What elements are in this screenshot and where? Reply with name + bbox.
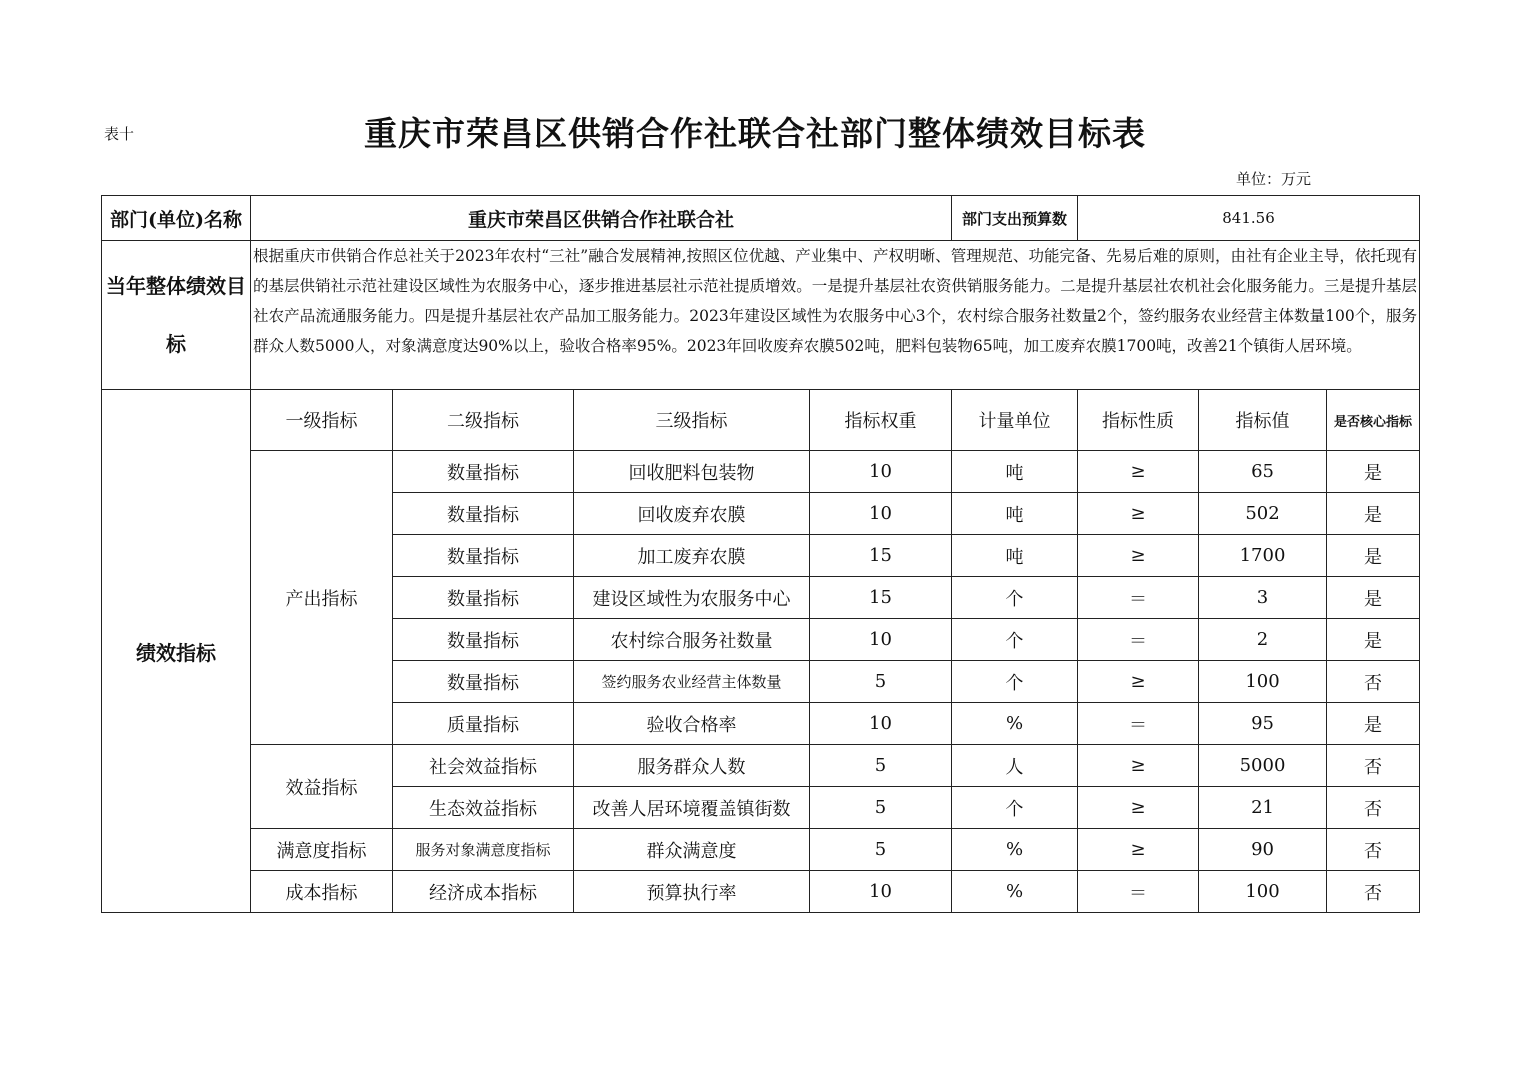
unit-cell: 个 xyxy=(952,619,1078,661)
budget-value: 841.56 xyxy=(1078,196,1420,241)
value-cell: 90 xyxy=(1199,829,1327,871)
unit-cell: 吨 xyxy=(952,493,1078,535)
indicator-row xyxy=(102,451,1420,493)
core-cell: 是 xyxy=(1327,703,1420,745)
nature-cell: ＝ xyxy=(1078,577,1199,619)
level2-cell: 数量指标 xyxy=(393,535,574,577)
value-cell: 95 xyxy=(1199,703,1327,745)
unit-cell: 个 xyxy=(952,577,1078,619)
value-cell: 100 xyxy=(1199,871,1327,913)
dept-row xyxy=(102,196,1420,241)
nature-cell: ≥ xyxy=(1078,787,1199,829)
level3-cell: 加工废弃农膜 xyxy=(574,535,810,577)
level2-cell: 质量指标 xyxy=(393,703,574,745)
nature-cell: ＝ xyxy=(1078,703,1199,745)
weight-cell: 15 xyxy=(810,577,952,619)
header-core: 是否核心指标 xyxy=(1327,390,1420,451)
level2-cell: 数量指标 xyxy=(393,619,574,661)
header-weight: 指标权重 xyxy=(810,390,952,451)
header-unit: 计量单位 xyxy=(952,390,1078,451)
weight-cell: 10 xyxy=(810,451,952,493)
weight-cell: 10 xyxy=(810,871,952,913)
indicator-header-row xyxy=(102,390,1420,451)
level2-cell: 数量指标 xyxy=(393,577,574,619)
dept-name-value: 重庆市荣昌区供销合作社联合社 xyxy=(251,196,952,241)
value-cell: 5000 xyxy=(1199,745,1327,787)
level3-cell: 回收废弃农膜 xyxy=(574,493,810,535)
page-title: 重庆市荣昌区供销合作社联合社部门整体绩效目标表 xyxy=(364,114,1146,153)
unit-cell: 吨 xyxy=(952,451,1078,493)
indicator-row xyxy=(102,829,1420,871)
level2-cell: 经济成本指标 xyxy=(393,871,574,913)
nature-cell: ≥ xyxy=(1078,535,1199,577)
level3-cell: 改善人居环境覆盖镇街数 xyxy=(574,787,810,829)
weight-cell: 10 xyxy=(810,703,952,745)
header-nature: 指标性质 xyxy=(1078,390,1199,451)
nature-cell: ≥ xyxy=(1078,493,1199,535)
unit-cell: % xyxy=(952,871,1078,913)
unit-cell: % xyxy=(952,829,1078,871)
value-cell: 502 xyxy=(1199,493,1327,535)
header-level1: 一级指标 xyxy=(251,390,393,451)
weight-cell: 5 xyxy=(810,661,952,703)
nature-cell: ≥ xyxy=(1078,451,1199,493)
weight-cell: 15 xyxy=(810,535,952,577)
level3-cell: 群众满意度 xyxy=(574,829,810,871)
goal-row xyxy=(102,241,1420,390)
unit-cell: 个 xyxy=(952,661,1078,703)
value-cell: 65 xyxy=(1199,451,1327,493)
value-cell: 21 xyxy=(1199,787,1327,829)
budget-label: 部门支出预算数 xyxy=(952,196,1078,241)
header-value: 指标值 xyxy=(1199,390,1327,451)
nature-cell: ≥ xyxy=(1078,661,1199,703)
indicator-row xyxy=(102,745,1420,787)
weight-cell: 10 xyxy=(810,493,952,535)
core-cell: 否 xyxy=(1327,745,1420,787)
indicators-section-label: 绩效指标 xyxy=(102,390,251,913)
goal-label: 当年整体绩效目标 xyxy=(102,241,251,390)
level1-cell: 满意度指标 xyxy=(251,829,393,871)
table-label: 表十 xyxy=(104,125,135,143)
value-cell: 1700 xyxy=(1199,535,1327,577)
core-cell: 否 xyxy=(1327,829,1420,871)
core-cell: 否 xyxy=(1327,871,1420,913)
level1-cell: 效益指标 xyxy=(251,745,393,829)
performance-target-table xyxy=(101,195,1420,913)
nature-cell: ＝ xyxy=(1078,619,1199,661)
weight-cell: 5 xyxy=(810,745,952,787)
level2-cell: 服务对象满意度指标 xyxy=(393,829,574,871)
goal-text: 根据重庆市供销合作总社关于2023年农村“三社”融合发展精神,按照区位优越、产业集中、产权明晰、管理规范、功能完备、先易后难的原则，由社有企业主导，依托现有的基层供销社示范社建设区域性为农服务中心，逐步推进基层社示范社提质增效。一是提升基层社农资供销服务能力。二是提升基层社农机社会化服务能力。三是提升基层社农产品流通服务能力。四是提升基层社农产品加工服务能力。2023年建设区域性为农服务中心3个，农村综合服务社数量2个，签约服务农业经营主体数量100个，服务群众人数5000人，对象满意度达90%以上，验收合格率95%。2023年回收废弃农膜502吨，肥料包装物65吨，加工废弃农膜1700吨，改善21个镇街人居环境。 xyxy=(251,241,1420,390)
core-cell: 是 xyxy=(1327,619,1420,661)
value-cell: 3 xyxy=(1199,577,1327,619)
core-cell: 是 xyxy=(1327,493,1420,535)
header-level3: 三级指标 xyxy=(574,390,810,451)
level2-cell: 数量指标 xyxy=(393,451,574,493)
level2-cell: 数量指标 xyxy=(393,493,574,535)
weight-cell: 5 xyxy=(810,829,952,871)
level3-cell: 建设区域性为农服务中心 xyxy=(574,577,810,619)
level2-cell: 生态效益指标 xyxy=(393,787,574,829)
level3-cell: 验收合格率 xyxy=(574,703,810,745)
header-level2: 二级指标 xyxy=(393,390,574,451)
core-cell: 是 xyxy=(1327,451,1420,493)
level2-cell: 数量指标 xyxy=(393,661,574,703)
unit-cell: % xyxy=(952,703,1078,745)
dept-name-label: 部门(单位)名称 xyxy=(102,196,251,241)
unit-cell: 吨 xyxy=(952,535,1078,577)
core-cell: 是 xyxy=(1327,577,1420,619)
unit-label: 单位：万元 xyxy=(1236,170,1312,188)
indicator-row xyxy=(102,871,1420,913)
nature-cell: ≥ xyxy=(1078,745,1199,787)
level2-cell: 社会效益指标 xyxy=(393,745,574,787)
core-cell: 否 xyxy=(1327,787,1420,829)
value-cell: 2 xyxy=(1199,619,1327,661)
weight-cell: 5 xyxy=(810,787,952,829)
value-cell: 100 xyxy=(1199,661,1327,703)
nature-cell: ≥ xyxy=(1078,829,1199,871)
unit-cell: 个 xyxy=(952,787,1078,829)
level1-cell: 成本指标 xyxy=(251,871,393,913)
level3-cell: 预算执行率 xyxy=(574,871,810,913)
unit-cell: 人 xyxy=(952,745,1078,787)
core-cell: 是 xyxy=(1327,535,1420,577)
level3-cell: 签约服务农业经营主体数量 xyxy=(574,661,810,703)
level3-cell: 回收肥料包装物 xyxy=(574,451,810,493)
weight-cell: 10 xyxy=(810,619,952,661)
level3-cell: 农村综合服务社数量 xyxy=(574,619,810,661)
nature-cell: ＝ xyxy=(1078,871,1199,913)
level3-cell: 服务群众人数 xyxy=(574,745,810,787)
core-cell: 否 xyxy=(1327,661,1420,703)
level1-cell: 产出指标 xyxy=(251,451,393,745)
